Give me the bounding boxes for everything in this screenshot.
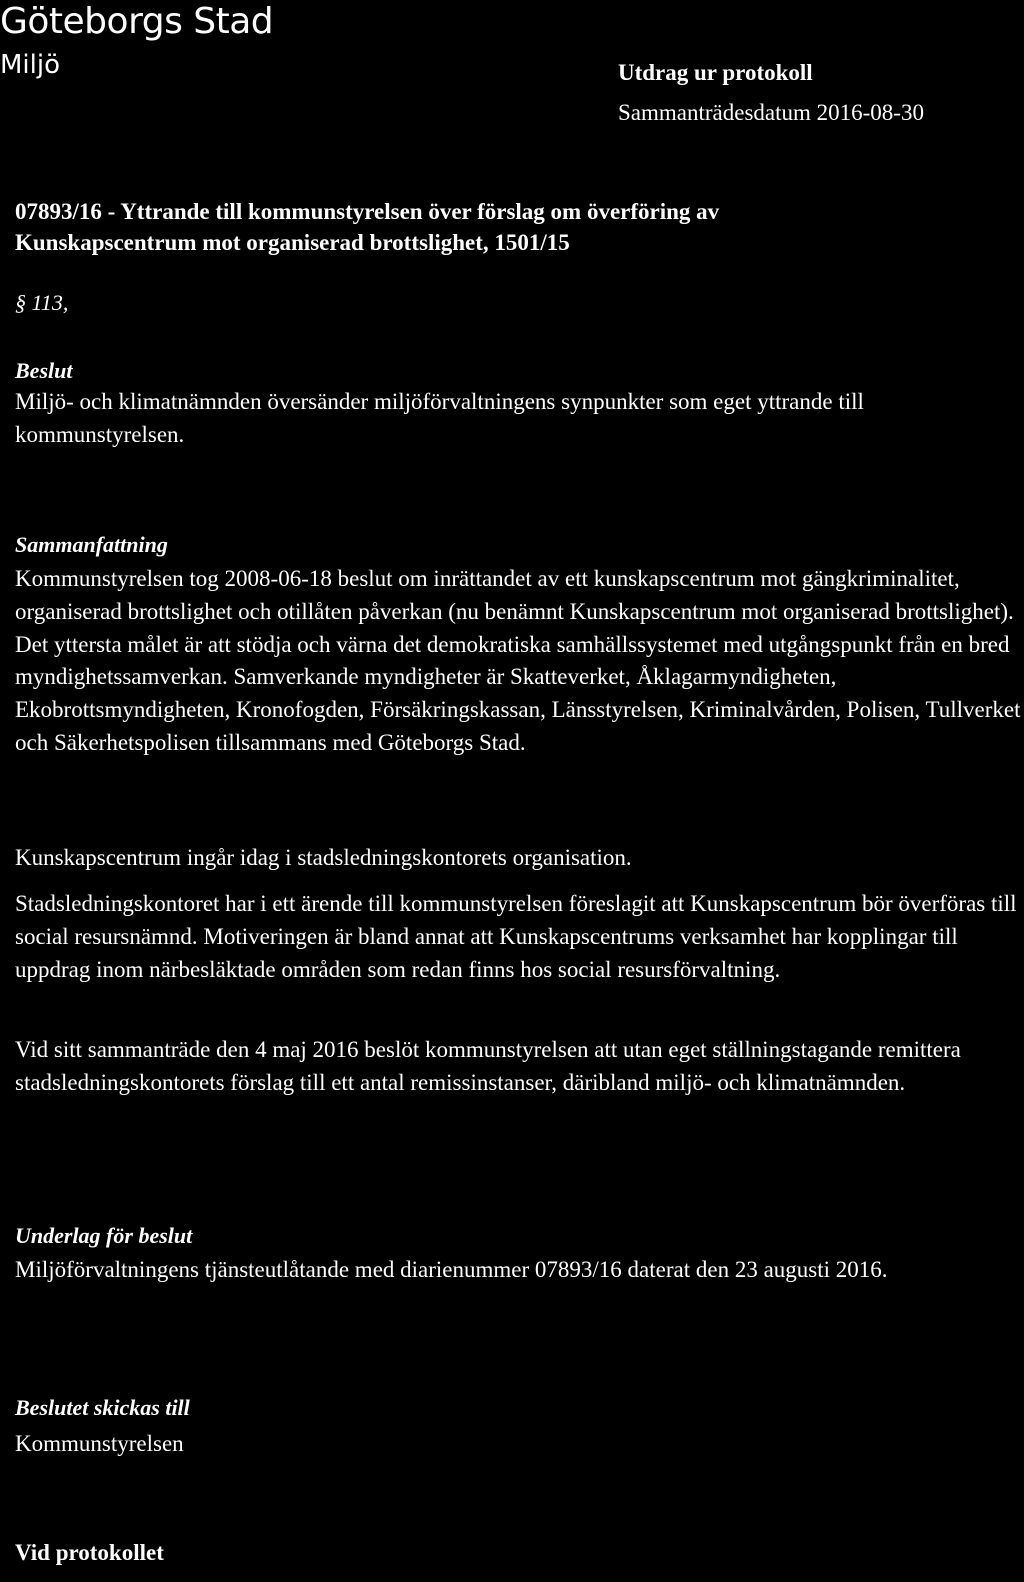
department-name: Miljö — [0, 50, 61, 80]
document-type: Utdrag ur protokoll — [618, 60, 813, 85]
decision-heading: Beslut — [15, 358, 73, 383]
distribution-heading: Beslutet skickas till — [15, 1395, 190, 1420]
organization-name: Göteborgs Stad — [0, 1, 274, 42]
basis-heading: Underlag för beslut — [15, 1223, 193, 1248]
summary-paragraph-3: Stadsledningskontoret har i ett ärende till kommunstyrelsen föreslagit att Kunskapscentrum bör överföras till social resursnämnd. Motiveringen är bland annat att Kunskapscentrums verksamhet har kopplingar till uppdrag inom närbesläktade områden som redan finns hos social resursförvaltning. — [15, 891, 1017, 982]
case-title-line-1: 07893/16 - Yttrande till kommunstyrelsen över förslag om överföring av — [15, 199, 720, 224]
minutes-heading: Vid protokollet — [15, 1540, 164, 1565]
paragraph-reference: § 113, — [15, 290, 69, 315]
case-title-line-2: Kunskapscentrum mot organiserad brottslighet, 1501/15 — [15, 230, 570, 255]
decision-text: Miljö- och klimatnämnden översänder miljöförvaltningens synpunkter som eget yttrande till kommunstyrelsen. — [15, 389, 864, 447]
summary-paragraph-2: Kunskapscentrum ingår idag i stadsledningskontorets organisation. — [15, 845, 632, 870]
case-title — [15, 196, 1015, 258]
summary-paragraph-1: Kommunstyrelsen tog 2008-06-18 beslut om inrättandet av ett kunskapscentrum mot gängkriminalitet, organiserad brottslighet och otillåten påverkan (nu benämnt Kunskapscentrum mot organiserad brottslighet). Det yttersta målet är att stödja och värna det demokratiska samhällssystemet med utgångspunkt från en bred myndighetssamverkan. Samverkande myndigheter är Skatteverket, Åklagarmyndigheten, Ekobrottsmyndigheten, Kronofogden, Försäkringskassan, Länsstyrelsen, Kriminalvården, Polisen, Tullverket och Säkerhetspolisen tillsammans med Göteborgs Stad. — [15, 566, 1021, 755]
meeting-date: Sammanträdesdatum 2016-08-30 — [618, 100, 924, 125]
summary-heading: Sammanfattning — [15, 532, 168, 557]
basis-text: Miljöförvaltningens tjänsteutlåtande med diarienummer 07893/16 daterat den 23 augusti 2016. — [15, 1257, 888, 1282]
summary-paragraph-4: Vid sitt sammanträde den 4 maj 2016 beslöt kommunstyrelsen att utan eget ställningstagande remittera stadsledningskontorets förslag till ett antal remissinstanser, däribland miljö- och klimatnämnden. — [15, 1037, 961, 1095]
distribution-recipient: Kommunstyrelsen — [15, 1431, 184, 1456]
